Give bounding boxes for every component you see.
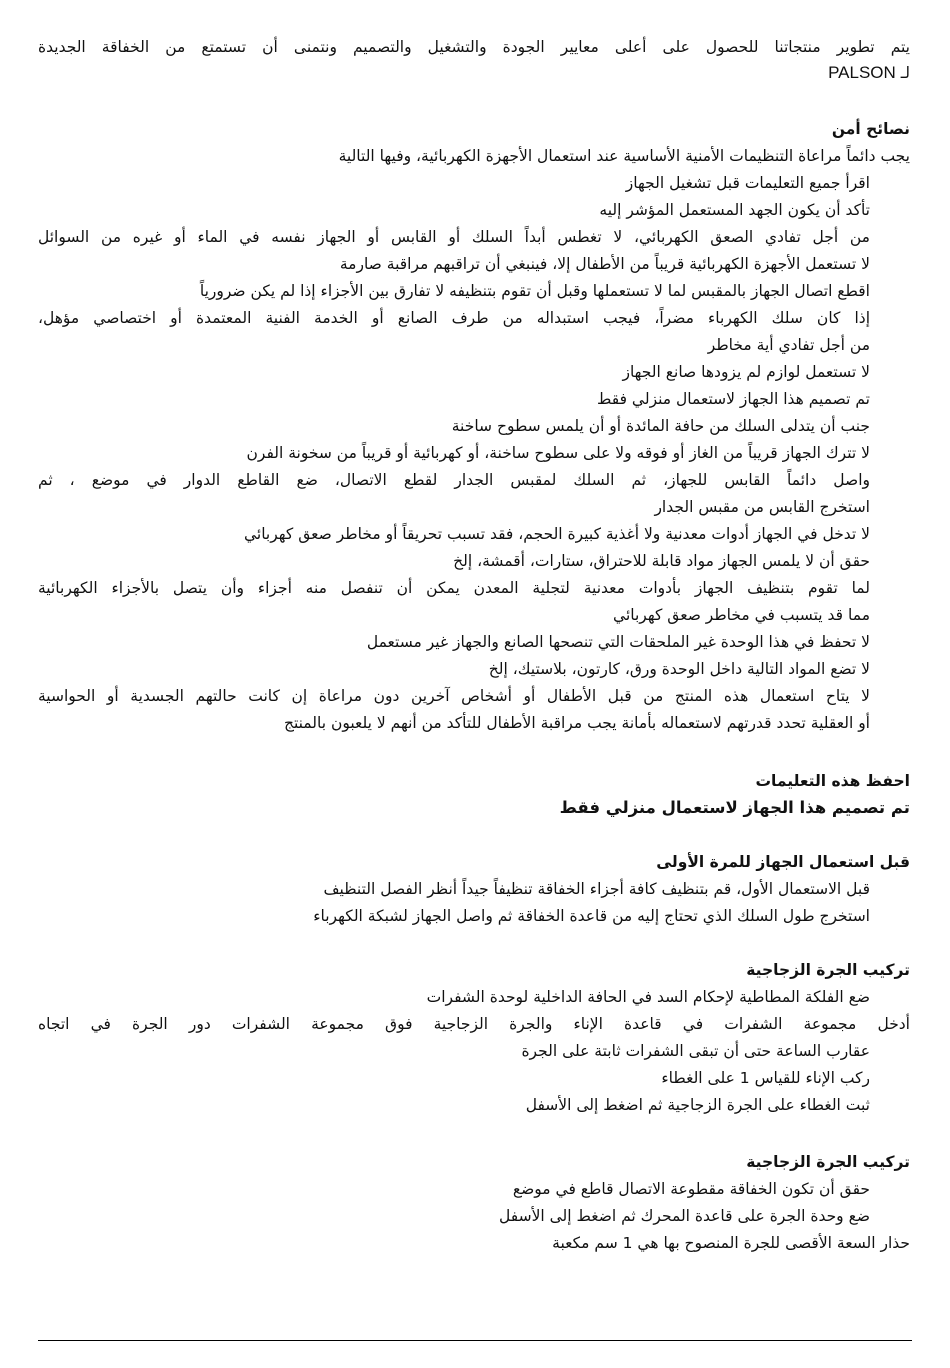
safety-item: اقرأ جميع التعليمات قبل تشغيل الجهاز: [625, 174, 870, 192]
safety-item: لا تستعمل لوازم لم يزودها صانع الجهاز: [622, 363, 870, 381]
assembly-item: ثبت الغطاء على الجرة الزجاجية ثم اضغط إلى الأسفل: [525, 1096, 870, 1114]
assembly-item: أدخل مجموعة الشفرات في قاعدة الإناء والجرة الزجاجية فوق مجموعة الشفرات دور الجرة في اتجاه: [38, 1015, 910, 1033]
safety-item: جنب أن يتدلى السلك من حافة المائدة أو أن يلمس سطوح ساخنة: [451, 417, 870, 435]
assembly-item: عقارب الساعة حتى أن تبقى الشفرات ثابتة على الجرة: [521, 1042, 870, 1060]
safety-item: لا تستعمل الأجهزة الكهربائية قريباً من الأطفال إلا، فينبغي أن تراقبهم مراقبة صارمة: [339, 255, 870, 273]
safety-item: إذا كان سلك الكهرباء مضراً، فيجب استبداله من طرف الصانع أو الخدمة الفنية المعتمدة أو اختصاصي مؤهل،: [38, 309, 870, 327]
safety-title: نصائح أمن: [831, 120, 910, 138]
assembly-item: ركب الإناء للقياس 1 على الغطاء: [661, 1069, 870, 1087]
intro-line-1: يتم تطوير منتجاتنا للحصول على أعلى معايير الجودة والتشغيل والتصميم ونتمنى أن تستمتع من الخفاقة الجديدة: [38, 38, 910, 56]
assembly-title-2: تركيب الجرة الزجاجية: [746, 1153, 910, 1171]
first-use-title: قبل استعمال الجهاز للمرة الأولى: [656, 853, 910, 871]
assembly-item: ضع الفلكة المطاطية لإحكام السد في الحافة الداخلية لوحدة الشفرات: [426, 988, 870, 1006]
assembly-item: حذار السعة الأقصى للجرة المنصوح بها هي 1 سم مكعبة: [552, 1234, 910, 1252]
intro-prefix: لـ: [900, 64, 910, 82]
safety-item: اقطع اتصال الجهاز بالمقبس لما لا تستعملها وقبل أن تقوم بتنظيفه لا تفارق بين الأجزاء إذا لم يكن ضرورياً: [199, 282, 870, 300]
safety-item: استخرج القابس من مقبس الجدار: [654, 498, 870, 516]
brand-name: PALSON: [828, 63, 896, 82]
safety-item: حقق أن لا يلمس الجهاز مواد قابلة للاحتراق، ستارات، أقمشة، إلخ: [453, 552, 870, 570]
safety-item: أو العقلية تحدد قدرتهم لاستعماله بأمانة يجب مراقبة الأطفال للتأكد من أنهم لا يلعبون بالمنتج: [283, 714, 870, 732]
keep-instructions: احفظ هذه التعليمات: [755, 772, 910, 790]
safety-item: لا تدخل في الجهاز أدوات معدنية ولا أغذية كبيرة الحجم، فقد تسبب تحريقاً أو مخاطر صعق كهربائي: [243, 525, 870, 543]
safety-item: لا تضع المواد التالية داخل الوحدة ورق، كارتون، بلاستيك، إلخ: [488, 660, 870, 678]
safety-intro: يجب دائماً مراعاة التنظيمات الأمنية الأساسية عند استعمال الأجهزة الكهربائية، وفيها التالية: [338, 147, 910, 165]
safety-item: من أجل تفادي أية مخاطر: [707, 336, 870, 354]
household-only: تم تصميم هذا الجهاز لاستعمال منزلي فقط: [559, 798, 910, 817]
safety-item: واصل دائماً القابس للجهاز، ثم السلك لمقبس الجدار لقطع الاتصال، ضع القاطع الدوار في موضع ، ثم: [38, 471, 870, 489]
first-use-item: قبل الاستعمال الأول، قم بتنظيف كافة أجزاء الخفاقة تنظيفاً جيداً أنظر الفصل التنظيف: [323, 880, 870, 898]
footer-divider: [38, 1340, 912, 1341]
safety-item: لا تترك الجهاز قريباً من الغاز أو فوقه ولا على سطوح ساخنة، أو كهربائية أو قريباً من سخونة الفرن: [246, 444, 870, 462]
intro-line-2: [828, 62, 910, 84]
safety-item: تم تصميم هذا الجهاز لاستعمال منزلي فقط: [597, 390, 870, 408]
safety-item: من أجل تفادي الصعق الكهربائي، لا تغطس أبداً السلك أو القابس أو الجهاز نفسه في الماء أو غيره من السوائل: [38, 228, 870, 246]
safety-item: تأكد أن يكون الجهد المستعمل المؤشر إليه: [599, 201, 870, 219]
safety-item: لا تحفظ في هذا الوحدة غير الملحقات التي تنصحها الصانع والجهاز غير مستعمل: [366, 633, 870, 651]
first-use-item: استخرج طول السلك الذي تحتاج إليه من قاعدة الخفاقة ثم واصل الجهاز لشبكة الكهرباء: [313, 907, 870, 925]
safety-item: لما تقوم بتنظيف الجهاز بأدوات معدنية لتجلية المعدن يمكن أن تنفصل منه أجزاء وأن يتصل بالأجزاء الكهربائية: [38, 579, 870, 597]
assembly-title: تركيب الجرة الزجاجية: [746, 961, 910, 979]
safety-item: مما قد يتسبب في مخاطر صعق كهربائي: [613, 606, 870, 624]
assembly-item: حقق أن تكون الخفاقة مقطوعة الاتصال قاطع في موضع: [512, 1180, 870, 1198]
assembly-item: ضع وحدة الجرة على قاعدة المحرك ثم اضغط إلى الأسفل: [499, 1207, 870, 1225]
safety-item: لا يتاح استعمال هذه المنتج من قبل الأطفال أو أشخاص آخرين دون مراعاة إن كانت حالتهم الجسدية أو الحواسية: [38, 687, 870, 705]
